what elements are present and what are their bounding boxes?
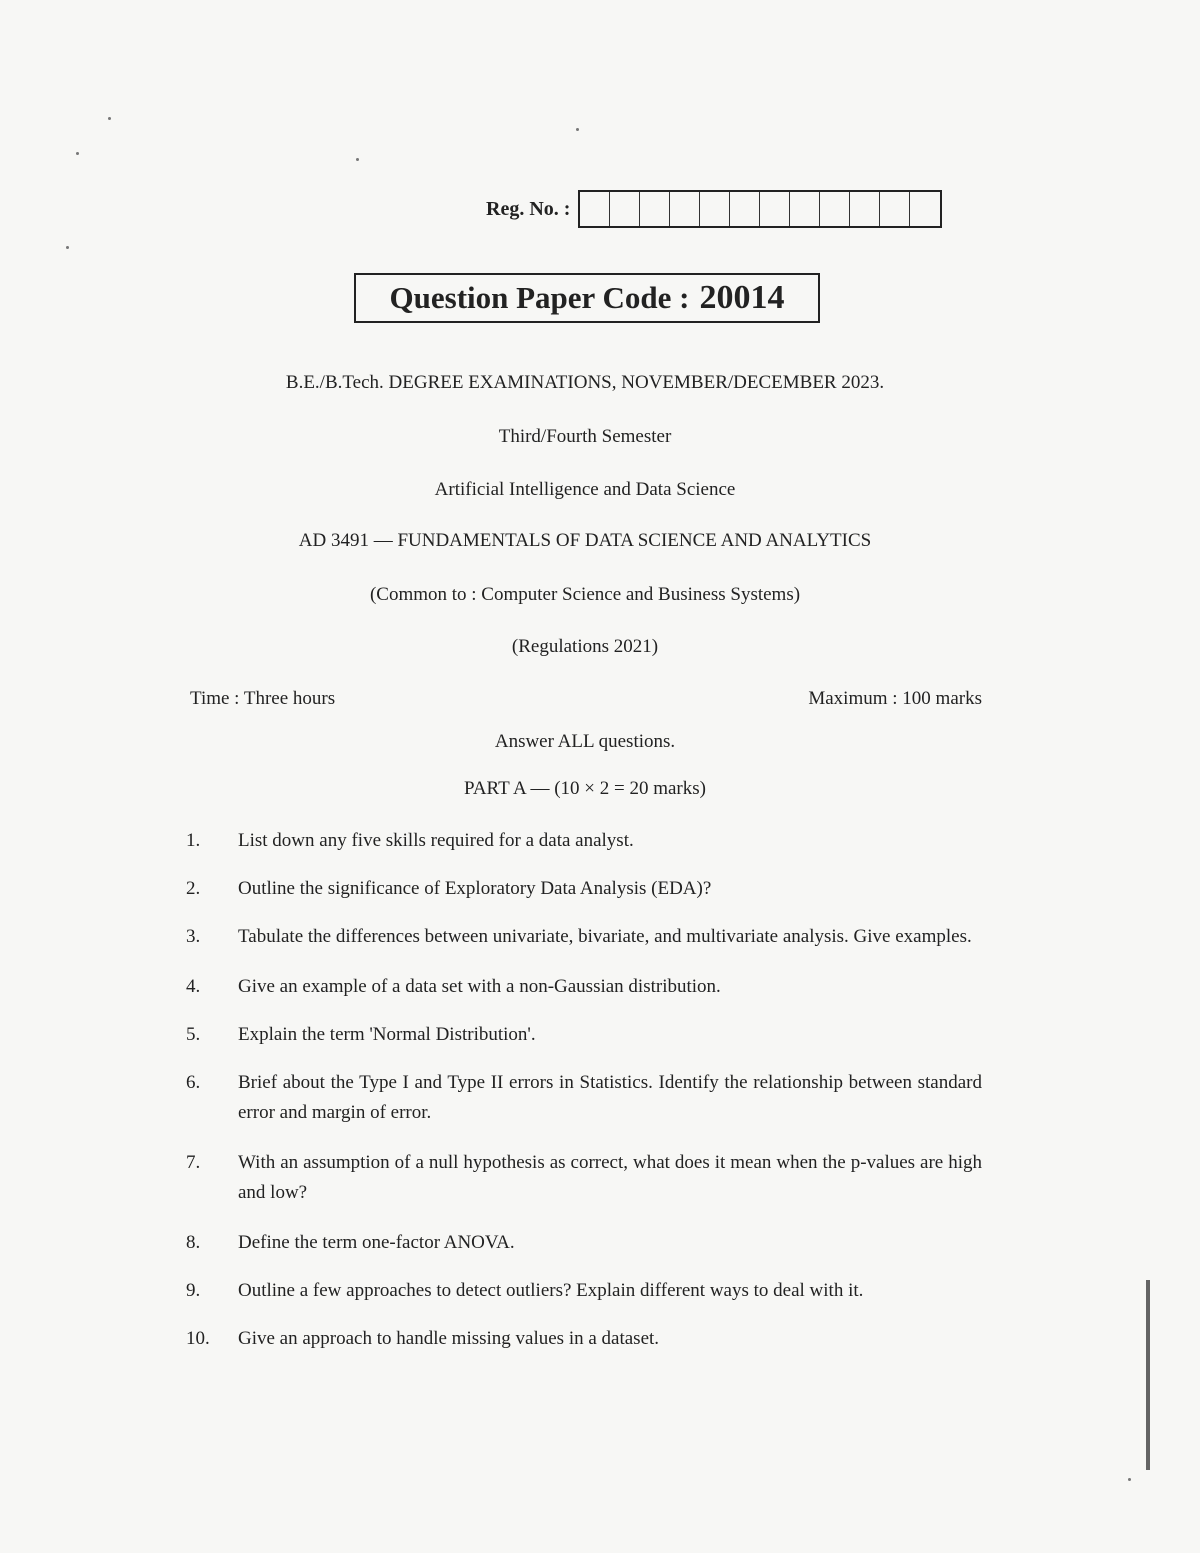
reg-no-box bbox=[850, 192, 880, 226]
time-duration: Time : Three hours bbox=[190, 688, 336, 709]
question-item bbox=[186, 1148, 982, 1208]
question-list bbox=[186, 826, 982, 1354]
reg-no-boxes bbox=[578, 190, 942, 228]
scan-speck bbox=[76, 152, 79, 155]
reg-no-box bbox=[670, 192, 700, 226]
question-number: 4. bbox=[186, 976, 201, 997]
question-paper-code-label: Question Paper Code : bbox=[389, 280, 690, 315]
question-paper-code-box bbox=[354, 273, 820, 323]
question-text: Give an example of a data set with a non-Gaussian distribution. bbox=[238, 976, 721, 997]
exam-meta bbox=[190, 688, 982, 710]
scan-edge-mark bbox=[1146, 1280, 1150, 1470]
question-number: 8. bbox=[186, 1232, 201, 1253]
question-number: 6. bbox=[186, 1072, 201, 1093]
scan-speck bbox=[108, 117, 111, 120]
question-text: Define the term one-factor ANOVA. bbox=[238, 1232, 515, 1253]
reg-no-label: Reg. No. : bbox=[486, 197, 571, 220]
question-number: 10. bbox=[186, 1328, 210, 1349]
reg-no-box bbox=[910, 192, 940, 226]
reg-no-box bbox=[880, 192, 910, 226]
scan-speck bbox=[576, 128, 579, 131]
reg-no-box bbox=[640, 192, 670, 226]
exam-title: B.E./B.Tech. DEGREE EXAMINATIONS, NOVEMBER/DECEMBER 2023. bbox=[285, 372, 885, 393]
question-item bbox=[186, 1020, 982, 1050]
question-text: Brief about the Type I and Type II errors in Statistics. Identify the relationship between standard error and margin of error. bbox=[238, 1072, 982, 1123]
question-item bbox=[186, 972, 982, 1002]
reg-no-box bbox=[820, 192, 850, 226]
question-text: With an assumption of a null hypothesis as correct, what does it mean when the p-values are high and low? bbox=[238, 1152, 982, 1203]
question-text: List down any five skills required for a data analyst. bbox=[238, 830, 634, 851]
reg-no-box bbox=[580, 192, 610, 226]
question-text: Outline a few approaches to detect outliers? Explain different ways to deal with it. bbox=[238, 1280, 864, 1301]
question-item bbox=[186, 1068, 982, 1128]
question-number: 2. bbox=[186, 878, 201, 899]
question-text: Outline the significance of Exploratory Data Analysis (EDA)? bbox=[238, 878, 712, 899]
regulations: (Regulations 2021) bbox=[511, 636, 659, 657]
reg-no-field bbox=[486, 190, 942, 228]
question-item bbox=[186, 1228, 982, 1258]
scan-speck bbox=[356, 158, 359, 161]
question-number: 1. bbox=[186, 830, 201, 851]
question-number: 7. bbox=[186, 1152, 201, 1173]
scan-speck bbox=[1128, 1478, 1131, 1481]
question-text: Explain the term 'Normal Distribution'. bbox=[238, 1024, 536, 1045]
question-text: Give an approach to handle missing values in a dataset. bbox=[238, 1328, 660, 1349]
part-a-title: PART A — (10 × 2 = 20 marks) bbox=[464, 778, 706, 799]
subject-title: AD 3491 — FUNDAMENTALS OF DATA SCIENCE AND ANALYTICS bbox=[298, 530, 872, 551]
reg-no-box bbox=[790, 192, 820, 226]
question-item bbox=[186, 922, 982, 952]
reg-no-box bbox=[700, 192, 730, 226]
reg-no-box bbox=[730, 192, 760, 226]
common-to: (Common to : Computer Science and Business Systems) bbox=[369, 584, 801, 605]
question-paper-code: 20014 bbox=[699, 279, 785, 316]
maximum-marks: Maximum : 100 marks bbox=[808, 688, 982, 709]
reg-no-box bbox=[760, 192, 790, 226]
reg-no-box bbox=[610, 192, 640, 226]
question-number: 9. bbox=[186, 1280, 201, 1301]
semester: Third/Fourth Semester bbox=[498, 426, 672, 447]
question-number: 5. bbox=[186, 1024, 201, 1045]
branch: Artificial Intelligence and Data Science bbox=[434, 479, 736, 500]
instructions: Answer ALL questions. bbox=[494, 731, 676, 752]
question-text: Tabulate the differences between univariate, bivariate, and multivariate analysis. Give examples. bbox=[238, 926, 972, 947]
question-item bbox=[186, 826, 982, 856]
question-item bbox=[186, 1324, 982, 1354]
question-item bbox=[186, 1276, 982, 1306]
question-number: 3. bbox=[186, 926, 201, 947]
question-item bbox=[186, 874, 982, 904]
scan-speck bbox=[66, 246, 69, 249]
